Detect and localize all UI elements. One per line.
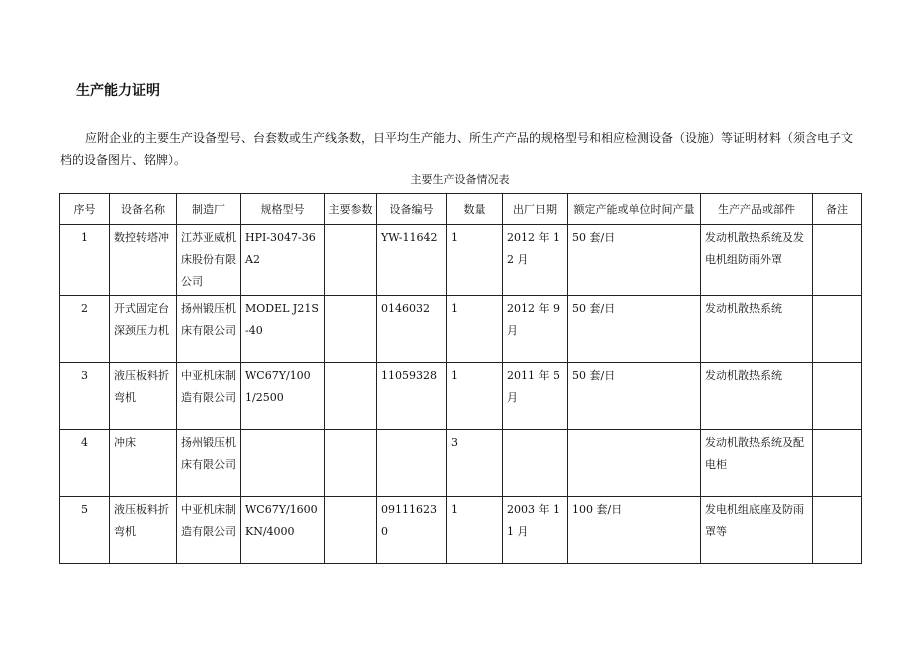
cell-manufacturer: 中亚机床制造有限公司: [177, 363, 241, 430]
cell-products: 发动机散热系统及配电柜: [701, 430, 813, 497]
cell-index: 1: [60, 225, 110, 296]
cell-equipment-name: 冲床: [110, 430, 177, 497]
cell-index: 4: [60, 430, 110, 497]
cell-parameters: [325, 430, 377, 497]
header-capacity: 额定产能或单位时间产量: [568, 194, 701, 225]
cell-equipment-number: 11059328: [377, 363, 447, 430]
cell-equipment-number: 091116230: [377, 497, 447, 564]
cell-capacity: [568, 430, 701, 497]
cell-products: 发动机散热系统及发电机组防雨外罩: [701, 225, 813, 296]
header-index: 序号: [60, 194, 110, 225]
cell-equipment-name: 液压板料折弯机: [110, 497, 177, 564]
cell-parameters: [325, 497, 377, 564]
header-remarks: 备注: [813, 194, 862, 225]
cell-model: WC67Y/1001/2500: [241, 363, 325, 430]
cell-manufacture-date: 2011 年 5 月: [503, 363, 568, 430]
header-equipment-number: 设备编号: [377, 194, 447, 225]
table-header-row: [60, 194, 862, 225]
cell-manufacturer: 扬州锻压机床有限公司: [177, 296, 241, 363]
cell-quantity: 1: [447, 363, 503, 430]
header-manufacturer: 制造厂: [177, 194, 241, 225]
header-model: 规格型号: [241, 194, 325, 225]
cell-products: 发动机散热系统: [701, 296, 813, 363]
cell-manufacture-date: 2012 年 12 月: [503, 225, 568, 296]
header-parameters: 主要参数: [325, 194, 377, 225]
table-row: [60, 363, 862, 430]
cell-index: 5: [60, 497, 110, 564]
cell-quantity: 3: [447, 430, 503, 497]
cell-equipment-name: 开式固定台深颈压力机: [110, 296, 177, 363]
cell-model: WC67Y/1600KN/4000: [241, 497, 325, 564]
table-caption: 主要生产设备情况表: [410, 173, 510, 186]
cell-remarks: [813, 497, 862, 564]
cell-quantity: 1: [447, 296, 503, 363]
header-products: 生产产品或部件: [701, 194, 813, 225]
table-row: [60, 497, 862, 564]
cell-products: 发动机散热系统: [701, 363, 813, 430]
cell-manufacturer: 扬州锻压机床有限公司: [177, 430, 241, 497]
cell-quantity: 1: [447, 225, 503, 296]
cell-equipment-name: 数控转塔冲: [110, 225, 177, 296]
cell-manufacture-date: 2012 年 9 月: [503, 296, 568, 363]
cell-manufacture-date: [503, 430, 568, 497]
cell-remarks: [813, 296, 862, 363]
cell-capacity: 100 套/日: [568, 497, 701, 564]
cell-products: 发电机组底座及防雨罩等: [701, 497, 813, 564]
header-manufacture-date: 出厂日期: [503, 194, 568, 225]
cell-parameters: [325, 363, 377, 430]
cell-model: HPI-3047-36A2: [241, 225, 325, 296]
cell-manufacturer: 江苏亚威机床股份有限公司: [177, 225, 241, 296]
section-heading: 生产能力证明: [76, 83, 160, 99]
cell-capacity: 50 套/日: [568, 363, 701, 430]
intro-paragraph: 应附企业的主要生产设备型号、台套数或生产线条数，日平均生产能力、所生产产品的规格型号和相应检测设备（设施）等证明材料（须含电子文档的设备图片、铭牌）。: [60, 131, 854, 167]
cell-parameters: [325, 296, 377, 363]
header-quantity: 数量: [447, 194, 503, 225]
table-row: [60, 225, 862, 296]
cell-capacity: 50 套/日: [568, 225, 701, 296]
cell-manufacture-date: 2003 年 11 月: [503, 497, 568, 564]
cell-equipment-number: YW-11642: [377, 225, 447, 296]
cell-equipment-number: 0146032: [377, 296, 447, 363]
cell-quantity: 1: [447, 497, 503, 564]
header-equipment-name: 设备名称: [110, 194, 177, 225]
cell-manufacturer: 中亚机床制造有限公司: [177, 497, 241, 564]
cell-index: 3: [60, 363, 110, 430]
table-row: [60, 430, 862, 497]
cell-remarks: [813, 363, 862, 430]
cell-model: [241, 430, 325, 497]
equipment-table: [59, 193, 862, 564]
cell-equipment-name: 液压板料折弯机: [110, 363, 177, 430]
table-row: [60, 296, 862, 363]
cell-parameters: [325, 225, 377, 296]
cell-remarks: [813, 225, 862, 296]
cell-capacity: 50 套/日: [568, 296, 701, 363]
cell-index: 2: [60, 296, 110, 363]
cell-remarks: [813, 430, 862, 497]
cell-model: MODEL J21S-40: [241, 296, 325, 363]
cell-equipment-number: [377, 430, 447, 497]
